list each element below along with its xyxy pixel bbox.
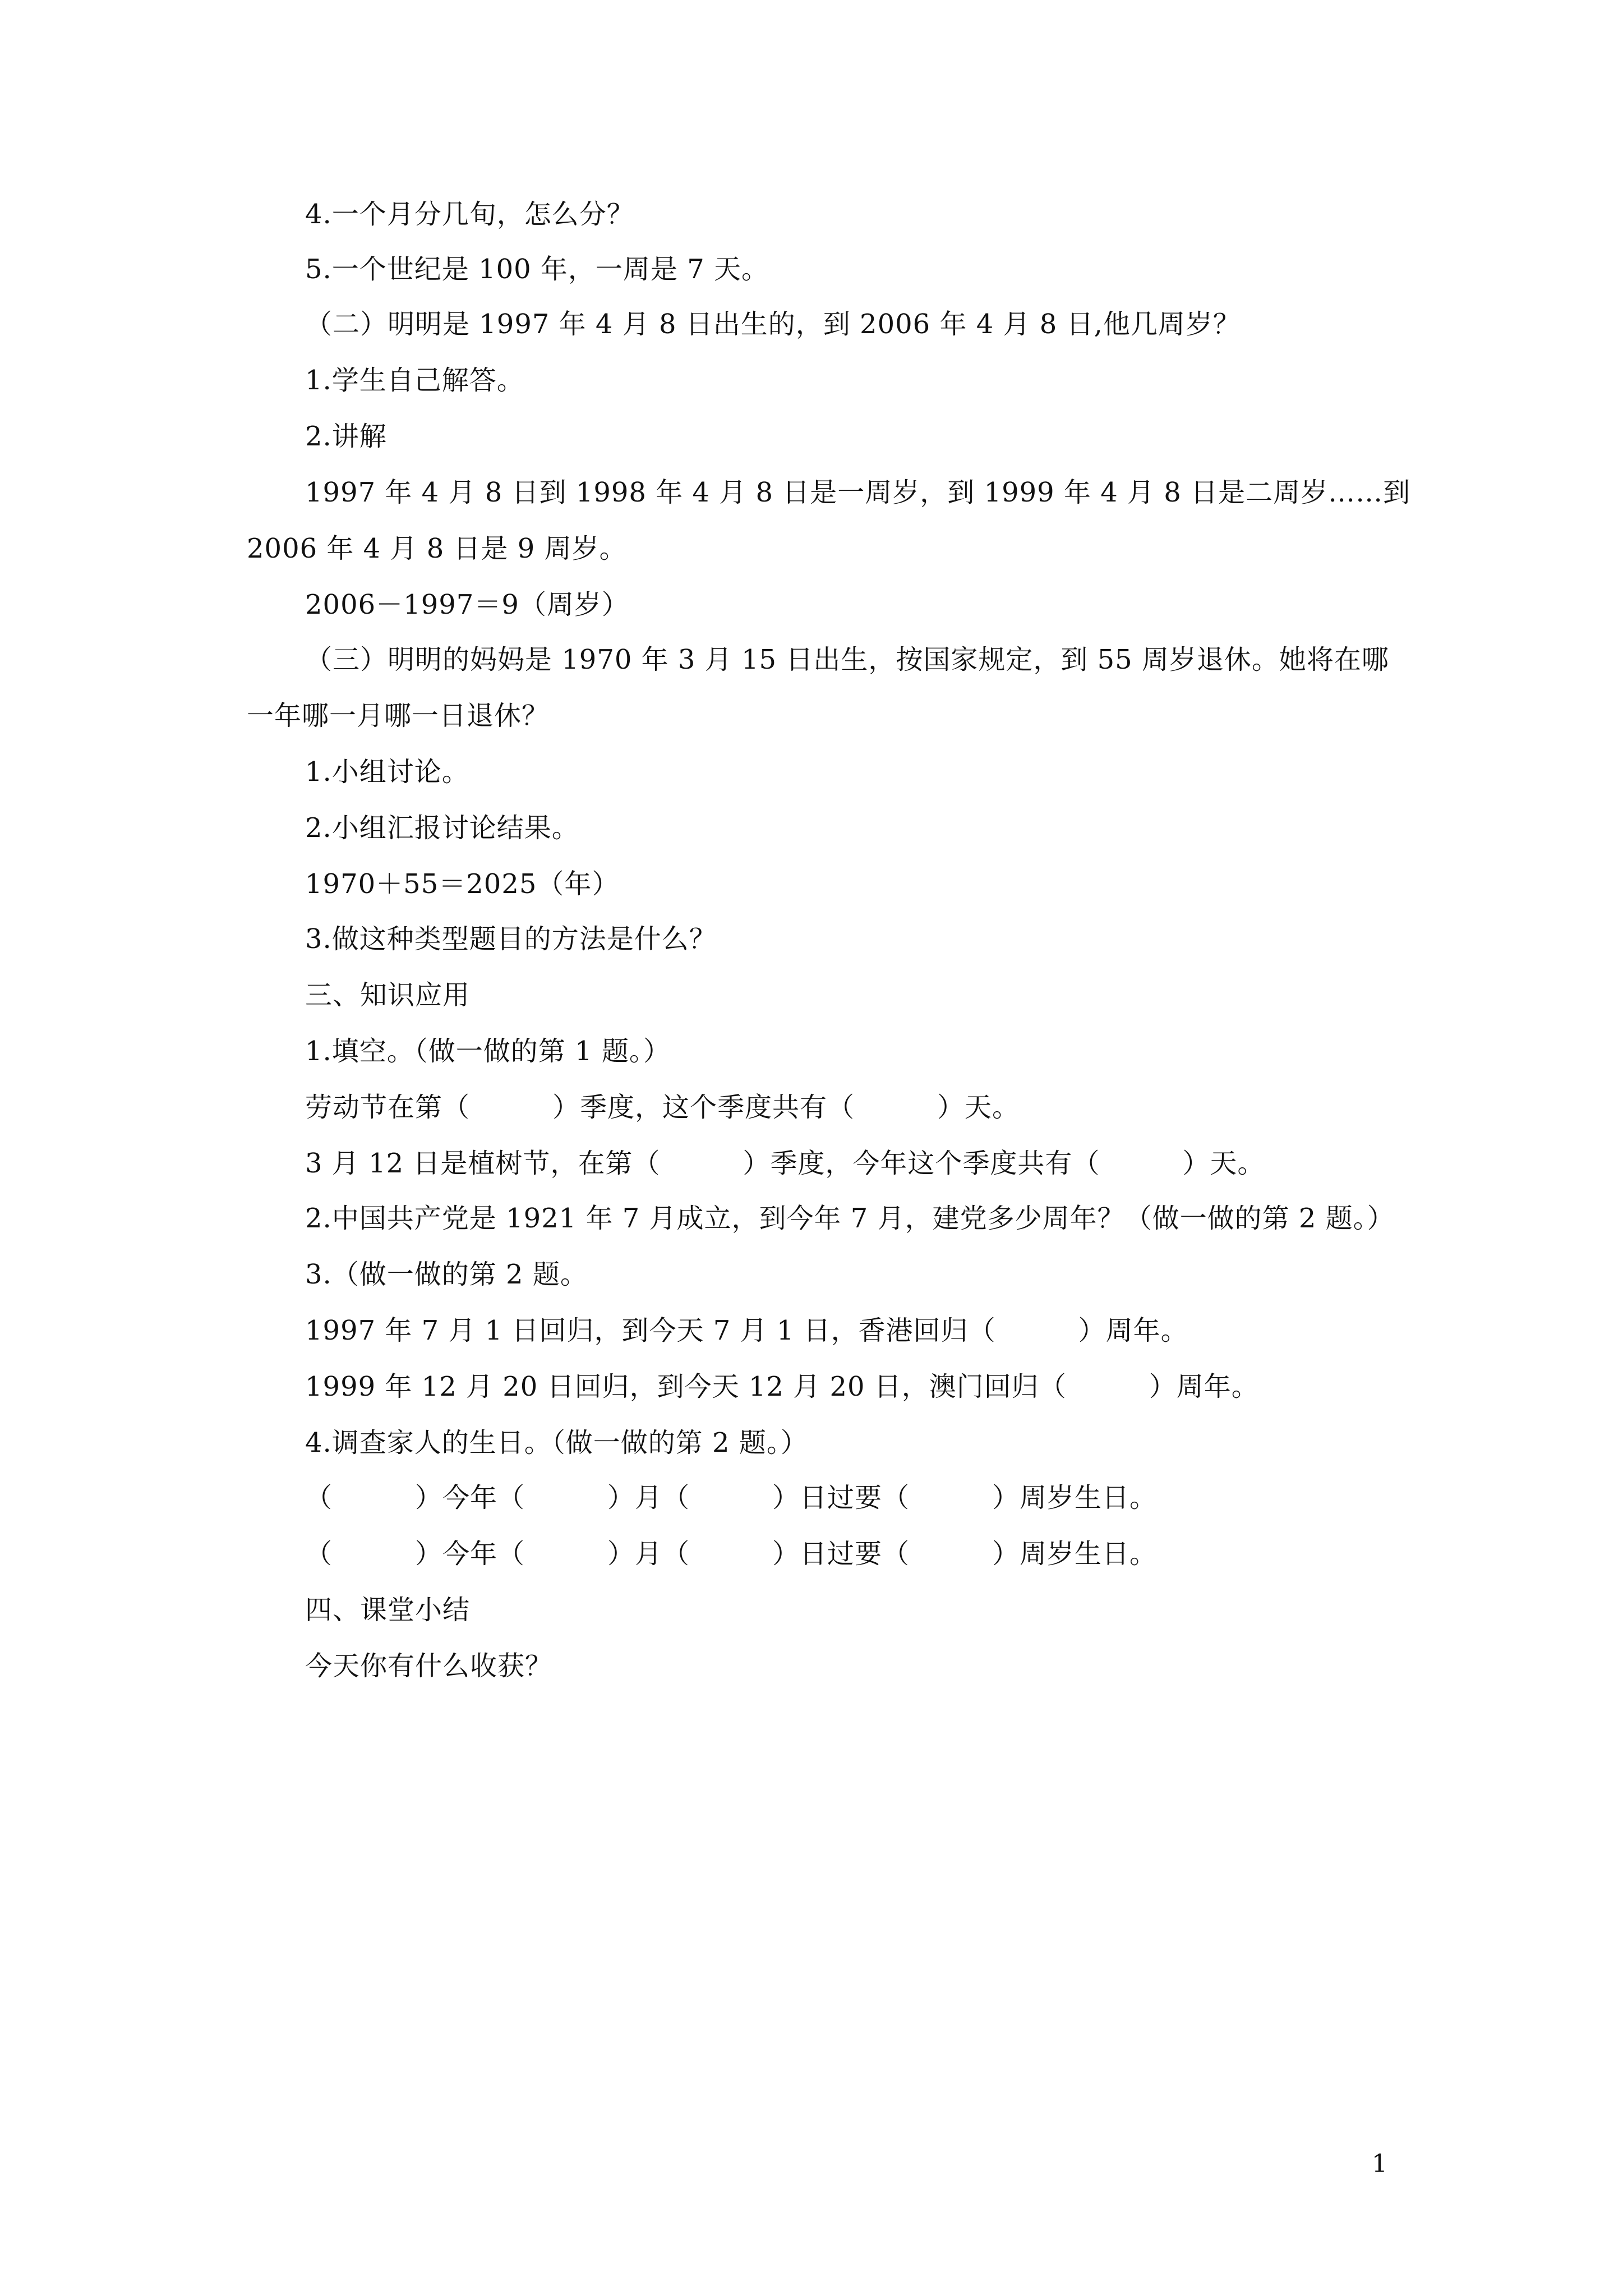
text-line: 4.一个月分几旬，怎么分？ [305, 199, 634, 230]
text-line: 2006 年 4 月 8 日是 9 周岁。 [247, 533, 627, 564]
text-line: 2.中国共产党是 1921 年 7 月成立，到今年 7 月，建党多少周年？（做一做的第 2 题。） [305, 1203, 1395, 1234]
text-line: 1.小组讨论。 [305, 756, 469, 788]
text-line: 今天你有什么收获？ [305, 1650, 553, 1682]
text-line: 1.学生自己解答。 [305, 365, 524, 396]
text-line: 2.讲解 [305, 421, 387, 452]
text-line: 1997 年 7 月 1 日回归，到今天 7 月 1 日，香港回归（ ）周年。 [305, 1315, 1188, 1346]
text-line: 1.填空。（做一做的第 1 题。） [305, 1036, 671, 1067]
text-line: 1999 年 12 月 20 日回归，到今天 12 月 20 日，澳门回归（ ）周年。 [305, 1371, 1259, 1402]
text-line: 3.（做一做的第 2 题。 [305, 1259, 588, 1290]
text-line: 2006－1997＝9（周岁） [305, 589, 629, 620]
text-line: （二）明明是 1997 年 4 月 8 日出生的，到 2006 年 4 月 8 日,他几周岁？ [305, 309, 1241, 340]
text-line: 1970＋55＝2025（年） [305, 868, 620, 900]
text-line: 4.调查家人的生日。（做一做的第 2 题。） [305, 1427, 808, 1458]
section-heading: 四、课堂小结 [305, 1594, 471, 1626]
text-line: 劳动节在第（ ）季度，这个季度共有（ ）天。 [305, 1092, 1020, 1123]
text-line: 3 月 12 日是植树节，在第（ ）季度，今年这个季度共有（ ）天。 [305, 1148, 1265, 1179]
text-line: （三）明明的妈妈是 1970 年 3 月 15 日出生，按国家规定，到 55 周岁退休。她将在哪 [305, 644, 1389, 675]
text-line: （ ）今年（ ）月（ ）日过要（ ）周岁生日。 [305, 1482, 1158, 1513]
text-line: 3.做这种类型题目的方法是什么？ [305, 923, 717, 955]
text-line: 2.小组汇报讨论结果。 [305, 812, 579, 844]
text-line: 一年哪一月哪一日退休？ [247, 700, 550, 731]
text-line: 5.一个世纪是 100 年，一周是 7 天。 [305, 254, 769, 285]
text-line: （ ）今年（ ）月（ ）日过要（ ）周岁生日。 [305, 1538, 1158, 1570]
section-heading: 三、知识应用 [305, 979, 471, 1011]
page-number: 1 [1372, 2150, 1387, 2178]
text-line: 1997 年 4 月 8 日到 1998 年 4 月 8 日是一周岁，到 1999 年 4 月 8 日是二周岁……到 [305, 477, 1411, 508]
